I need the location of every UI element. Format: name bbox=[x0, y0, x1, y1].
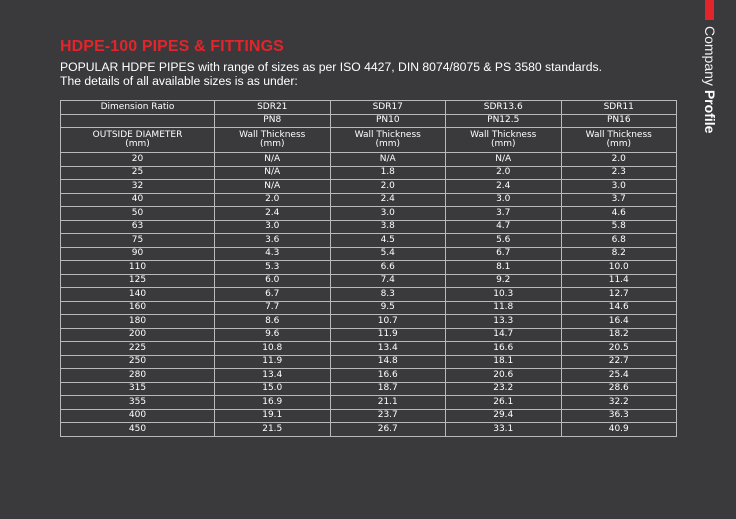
wall-thickness-cell: 13.3 bbox=[446, 315, 562, 329]
wall-thickness-cell: 11.4 bbox=[561, 274, 677, 288]
outside-diameter-cell: 32 bbox=[61, 180, 215, 194]
sdr-header: SDR11 bbox=[561, 101, 677, 115]
wall-thickness-cell: 2.4 bbox=[330, 193, 446, 207]
wall-thickness-cell: 3.0 bbox=[330, 207, 446, 221]
table-row bbox=[61, 369, 677, 383]
wall-thickness-cell: 7.7 bbox=[215, 301, 331, 315]
side-label-text bbox=[702, 26, 718, 133]
wall-thickness-cell: 19.1 bbox=[215, 409, 331, 423]
od-label-line-1: OUTSIDE DIAMETER bbox=[92, 130, 183, 140]
wall-thickness-cell: 3.0 bbox=[446, 193, 562, 207]
wall-thickness-cell: N/A bbox=[446, 153, 562, 167]
outside-diameter-cell: 90 bbox=[61, 247, 215, 261]
pn-header: PN8 bbox=[215, 114, 331, 128]
table-row bbox=[61, 166, 677, 180]
wall-thickness-cell: 14.7 bbox=[446, 328, 562, 342]
hdpe-sizes-table bbox=[60, 100, 677, 437]
wall-thickness-cell: N/A bbox=[215, 153, 331, 167]
outside-diameter-cell: 140 bbox=[61, 288, 215, 302]
table-row bbox=[61, 193, 677, 207]
wall-thickness-cell: 2.4 bbox=[446, 180, 562, 194]
wall-thickness-cell: 6.7 bbox=[446, 247, 562, 261]
outside-diameter-cell: 200 bbox=[61, 328, 215, 342]
wall-thickness-cell: 33.1 bbox=[446, 423, 562, 437]
wall-thickness-cell: 3.7 bbox=[446, 207, 562, 221]
outside-diameter-cell: 355 bbox=[61, 396, 215, 410]
wall-thickness-cell: 11.9 bbox=[215, 355, 331, 369]
wall-thickness-cell: 14.8 bbox=[330, 355, 446, 369]
wall-thickness-cell: 3.8 bbox=[330, 220, 446, 234]
table-row bbox=[61, 409, 677, 423]
wall-thickness-cell: 7.4 bbox=[330, 274, 446, 288]
wall-thickness-cell: 29.4 bbox=[446, 409, 562, 423]
sdr-header: SDR21 bbox=[215, 101, 331, 115]
wall-thickness-cell: 26.1 bbox=[446, 396, 562, 410]
wall-thickness-cell: 9.5 bbox=[330, 301, 446, 315]
table-row bbox=[61, 396, 677, 410]
outside-diameter-cell: 250 bbox=[61, 355, 215, 369]
od-label-line-2: (mm) bbox=[125, 139, 150, 149]
outside-diameter-cell: 180 bbox=[61, 315, 215, 329]
wall-thickness-cell: 5.3 bbox=[215, 261, 331, 275]
wall-thickness-cell: 10.3 bbox=[446, 288, 562, 302]
wall-thickness-cell: 2.3 bbox=[561, 166, 677, 180]
wall-thickness-cell: 5.6 bbox=[446, 234, 562, 248]
table-row bbox=[61, 301, 677, 315]
outside-diameter-cell: 25 bbox=[61, 166, 215, 180]
table-row bbox=[61, 180, 677, 194]
dimension-ratio-header: Dimension Ratio bbox=[61, 101, 215, 115]
table-row bbox=[61, 207, 677, 221]
table-row bbox=[61, 328, 677, 342]
table-row bbox=[61, 261, 677, 275]
wall-thickness-cell: 11.9 bbox=[330, 328, 446, 342]
wall-thickness-cell: N/A bbox=[215, 180, 331, 194]
empty-header-cell bbox=[61, 114, 215, 128]
wall-thickness-cell: 6.0 bbox=[215, 274, 331, 288]
wall-thickness-cell: 4.6 bbox=[561, 207, 677, 221]
wall-thickness-cell: 26.7 bbox=[330, 423, 446, 437]
wall-thickness-cell: 25.4 bbox=[561, 369, 677, 383]
wall-thickness-header bbox=[215, 128, 331, 153]
wall-thickness-cell: 14.6 bbox=[561, 301, 677, 315]
wall-thickness-cell: 18.7 bbox=[330, 382, 446, 396]
wall-thickness-header bbox=[330, 128, 446, 153]
intro-line-1: POPULAR HDPE PIPES with range of sizes as per ISO 4427, DIN 8074/8075 & PS 3580 standards. bbox=[60, 60, 602, 74]
wall-thickness-cell: 3.7 bbox=[561, 193, 677, 207]
wall-thickness-cell: 8.6 bbox=[215, 315, 331, 329]
wt-label-line-2: (mm) bbox=[375, 139, 401, 149]
side-label bbox=[702, 26, 718, 150]
table-row bbox=[61, 355, 677, 369]
table-row bbox=[61, 220, 677, 234]
pn-header: PN12.5 bbox=[446, 114, 562, 128]
intro-text bbox=[60, 60, 620, 88]
wall-thickness-cell: 12.7 bbox=[561, 288, 677, 302]
outside-diameter-cell: 315 bbox=[61, 382, 215, 396]
wall-thickness-cell: 2.0 bbox=[561, 153, 677, 167]
outside-diameter-cell: 280 bbox=[61, 369, 215, 383]
table-row bbox=[61, 342, 677, 356]
wall-thickness-cell: 3.0 bbox=[215, 220, 331, 234]
wall-thickness-cell: 32.2 bbox=[561, 396, 677, 410]
wall-thickness-cell: 21.1 bbox=[330, 396, 446, 410]
wall-thickness-cell: 16.9 bbox=[215, 396, 331, 410]
wall-thickness-cell: 10.7 bbox=[330, 315, 446, 329]
wall-thickness-header bbox=[561, 128, 677, 153]
wt-label-line-2: (mm) bbox=[259, 139, 285, 149]
wall-thickness-cell: 20.6 bbox=[446, 369, 562, 383]
outside-diameter-cell: 50 bbox=[61, 207, 215, 221]
wall-thickness-cell: 36.3 bbox=[561, 409, 677, 423]
wall-thickness-cell: 9.6 bbox=[215, 328, 331, 342]
wall-thickness-cell: 6.8 bbox=[561, 234, 677, 248]
wall-thickness-cell: 11.8 bbox=[446, 301, 562, 315]
outside-diameter-header bbox=[61, 128, 215, 153]
wall-thickness-cell: 2.4 bbox=[215, 207, 331, 221]
table-body bbox=[61, 153, 677, 437]
wall-thickness-cell: 16.4 bbox=[561, 315, 677, 329]
wt-label-line-1: Wall Thickness bbox=[585, 130, 652, 140]
intro-line-2: The details of all available sizes is as under: bbox=[60, 74, 298, 88]
wall-thickness-cell: 16.6 bbox=[446, 342, 562, 356]
wall-thickness-cell: 13.4 bbox=[330, 342, 446, 356]
pn-header: PN10 bbox=[330, 114, 446, 128]
wall-thickness-cell: 10.8 bbox=[215, 342, 331, 356]
outside-diameter-cell: 160 bbox=[61, 301, 215, 315]
side-label-profile: Profile bbox=[702, 89, 718, 134]
wall-thickness-cell: 23.7 bbox=[330, 409, 446, 423]
wall-thickness-cell: 1.8 bbox=[330, 166, 446, 180]
wall-thickness-cell: 6.6 bbox=[330, 261, 446, 275]
sdr-header: SDR17 bbox=[330, 101, 446, 115]
table-row bbox=[61, 288, 677, 302]
outside-diameter-cell: 63 bbox=[61, 220, 215, 234]
outside-diameter-cell: 20 bbox=[61, 153, 215, 167]
table-row bbox=[61, 274, 677, 288]
outside-diameter-cell: 125 bbox=[61, 274, 215, 288]
wall-thickness-cell: 2.0 bbox=[330, 180, 446, 194]
outside-diameter-cell: 225 bbox=[61, 342, 215, 356]
wall-thickness-cell: 18.2 bbox=[561, 328, 677, 342]
table-header-sdr-row bbox=[61, 101, 677, 115]
wall-thickness-cell: 8.1 bbox=[446, 261, 562, 275]
side-label-company: Company bbox=[702, 26, 718, 90]
wall-thickness-cell: N/A bbox=[330, 153, 446, 167]
table-header-pn-row bbox=[61, 114, 677, 128]
table-row bbox=[61, 423, 677, 437]
wall-thickness-cell: 4.7 bbox=[446, 220, 562, 234]
wall-thickness-header bbox=[446, 128, 562, 153]
outside-diameter-cell: 75 bbox=[61, 234, 215, 248]
wall-thickness-cell: 6.7 bbox=[215, 288, 331, 302]
wall-thickness-cell: 22.7 bbox=[561, 355, 677, 369]
wall-thickness-cell: 3.6 bbox=[215, 234, 331, 248]
wall-thickness-cell: 8.3 bbox=[330, 288, 446, 302]
wt-label-line-1: Wall Thickness bbox=[354, 130, 421, 140]
wall-thickness-cell: 13.4 bbox=[215, 369, 331, 383]
wall-thickness-cell: 40.9 bbox=[561, 423, 677, 437]
wall-thickness-cell: 10.0 bbox=[561, 261, 677, 275]
accent-bar bbox=[705, 0, 714, 20]
wt-label-line-1: Wall Thickness bbox=[239, 130, 306, 140]
wall-thickness-cell: 20.5 bbox=[561, 342, 677, 356]
table-row bbox=[61, 234, 677, 248]
outside-diameter-cell: 110 bbox=[61, 261, 215, 275]
pn-header: PN16 bbox=[561, 114, 677, 128]
wall-thickness-cell: 9.2 bbox=[446, 274, 562, 288]
sdr-header: SDR13.6 bbox=[446, 101, 562, 115]
table-header-units-row bbox=[61, 128, 677, 153]
wall-thickness-cell: 28.6 bbox=[561, 382, 677, 396]
wall-thickness-cell: 5.8 bbox=[561, 220, 677, 234]
wall-thickness-cell: 16.6 bbox=[330, 369, 446, 383]
wt-label-line-2: (mm) bbox=[606, 139, 632, 149]
wall-thickness-cell: 4.3 bbox=[215, 247, 331, 261]
page-title: HDPE-100 PIPES & FITTINGS bbox=[60, 38, 284, 55]
wt-label-line-1: Wall Thickness bbox=[470, 130, 537, 140]
wall-thickness-cell: 21.5 bbox=[215, 423, 331, 437]
wall-thickness-cell: 4.5 bbox=[330, 234, 446, 248]
wall-thickness-cell: 2.0 bbox=[446, 166, 562, 180]
wall-thickness-cell: 18.1 bbox=[446, 355, 562, 369]
table-row bbox=[61, 153, 677, 167]
outside-diameter-cell: 40 bbox=[61, 193, 215, 207]
outside-diameter-cell: 450 bbox=[61, 423, 215, 437]
table-row bbox=[61, 247, 677, 261]
wall-thickness-cell: 23.2 bbox=[446, 382, 562, 396]
wt-label-line-2: (mm) bbox=[490, 139, 516, 149]
wall-thickness-cell: 5.4 bbox=[330, 247, 446, 261]
wall-thickness-cell: N/A bbox=[215, 166, 331, 180]
wall-thickness-cell: 15.0 bbox=[215, 382, 331, 396]
table-row bbox=[61, 315, 677, 329]
table-row bbox=[61, 382, 677, 396]
wall-thickness-cell: 8.2 bbox=[561, 247, 677, 261]
wall-thickness-cell: 2.0 bbox=[215, 193, 331, 207]
outside-diameter-cell: 400 bbox=[61, 409, 215, 423]
wall-thickness-cell: 3.0 bbox=[561, 180, 677, 194]
